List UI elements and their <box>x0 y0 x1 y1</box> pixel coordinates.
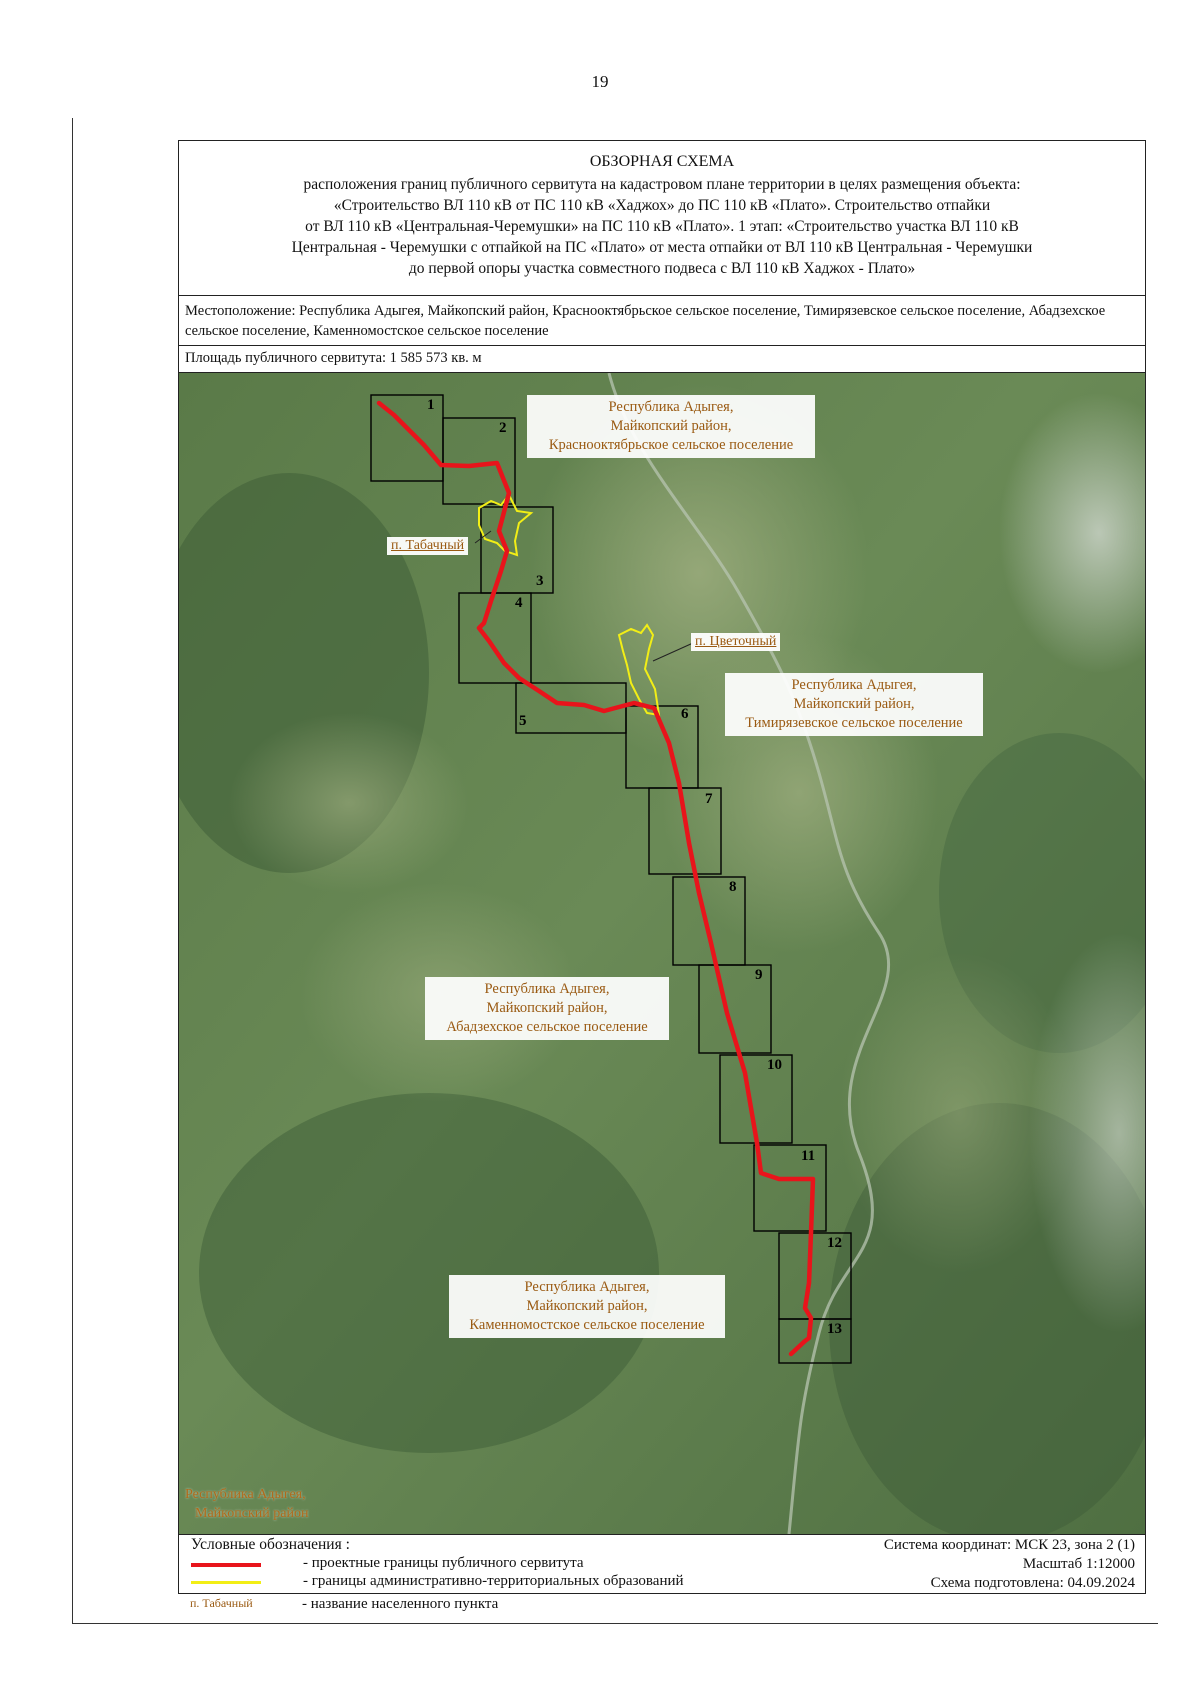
region-label-line: Майкопский район, <box>486 1000 608 1016</box>
sheet-number: 12 <box>827 1235 842 1251</box>
header-line: расположения границ публичного сервитута на кадастровом плане территории в целях размещения объекта: <box>303 176 1021 193</box>
corner-label-line: Майкопский район <box>195 1506 309 1521</box>
region-label-line: Республика Адыгея, <box>524 1279 650 1295</box>
region-label-line: Республика Адыгея, <box>608 399 734 415</box>
header-line: до первой опоры участка совместного подвеса с ВЛ 110 кВ Хаджох - Плато» <box>408 260 916 277</box>
sheet-number: 5 <box>519 713 527 729</box>
header-line: от ВЛ 110 кВ «Центральная-Черемушки» на ПС 110 кВ «Плато». 1 этап: «Строительство участка ВЛ 110 кВ <box>305 218 1019 235</box>
region-label-kamennomostskoe <box>449 1275 725 1338</box>
sheet-number: 11 <box>801 1148 816 1164</box>
settlement-label-sample: п. Табачный <box>190 1596 253 1610</box>
coordinate-system: Система координат: МСК 23, зона 2 (1) <box>883 1537 1135 1553</box>
servitude-area: Площадь публичного сервитута: 1 585 573 кв. м <box>179 346 1145 373</box>
sheet-number: 8 <box>729 879 737 895</box>
sheet-number: 2 <box>499 420 507 436</box>
margin-line-vertical <box>72 118 73 1623</box>
page-number: 19 <box>591 72 609 91</box>
legend-title: Условные обозначения : <box>191 1536 350 1553</box>
sheet-number: 9 <box>755 967 763 983</box>
legend-panel <box>179 1534 1145 1593</box>
region-label-line: Краснооктябрьское сельское поселение <box>548 437 794 453</box>
map-title: ОБЗОРНАЯ СХЕМА <box>589 153 735 170</box>
sheet-number: 1 <box>427 397 435 413</box>
sheet-number: 4 <box>515 595 523 611</box>
legend-desc: - границы административно-территориальных образований <box>303 1573 684 1589</box>
preparation-date: Схема подготовлена: 04.09.2024 <box>930 1575 1135 1591</box>
map-sheet-frame <box>178 140 1146 1594</box>
region-label-line: Республика Адыгея, <box>791 677 917 693</box>
yellow-line-swatch <box>191 1581 261 1584</box>
region-label-line: Майкопский район, <box>526 1298 648 1314</box>
settlement-label-tsvetochny: п. Цветочный <box>691 633 780 651</box>
map-header <box>179 141 1145 296</box>
header-line: Центральная - Черемушки с отпайкой на ПС «Плато» от места отпайки от ВЛ 110 кВ Центральная - Черемушки <box>291 239 1033 256</box>
region-label-line: Абадзехское сельское поселение <box>446 1019 648 1035</box>
region-label-abadzekhskoe <box>425 977 669 1040</box>
corner-label-line: Республика Адыгея, <box>185 1487 306 1502</box>
red-line-swatch <box>191 1563 261 1567</box>
region-label-timiryazevskoe <box>725 673 983 736</box>
map-area <box>179 373 1145 1534</box>
header-line: «Строительство ВЛ 110 кВ от ПС 110 кВ «Хаджох» до ПС 110 кВ «Плато». Строительство отпайки <box>333 197 991 214</box>
valley-area <box>229 713 469 893</box>
sheet-number: 10 <box>767 1057 782 1073</box>
region-label-line: Каменномостское сельское поселение <box>469 1317 705 1333</box>
map-scale: Масштаб 1:12000 <box>1022 1556 1135 1572</box>
map-metadata <box>884 1536 1135 1593</box>
region-label-line: Майкопский район, <box>793 696 915 712</box>
legend-item-settlement-name <box>190 1596 890 1614</box>
region-label-line: Майкопский район, <box>610 418 732 434</box>
sheet-number: 3 <box>536 573 544 589</box>
location-description: Местоположение: Республика Адыгея, Майкопский район, Краснооктябрьское сельское поселение, Тимирязевское сельское поселение, Абадзехское сельское поселение, Каменномостское сельское поселение <box>179 296 1145 346</box>
settlement-label-tabachny: п. Табачный <box>387 537 468 555</box>
region-label-krasnooktyabrskoe <box>527 395 815 458</box>
map-canvas <box>179 373 1145 1534</box>
region-label-line: Тимирязевское сельское поселение <box>745 715 963 731</box>
region-label-line: Республика Адыгея, <box>484 981 610 997</box>
sheet-number: 6 <box>681 706 689 722</box>
legend-desc: - название населенного пункта <box>302 1596 499 1612</box>
margin-line-horizontal <box>72 1623 1158 1624</box>
corner-region-label <box>185 1485 308 1523</box>
forest-patch <box>199 1093 659 1453</box>
sheet-number: 7 <box>705 791 713 807</box>
legend-desc: - проектные границы публичного сервитута <box>303 1555 584 1571</box>
sheet-number: 13 <box>827 1321 842 1337</box>
